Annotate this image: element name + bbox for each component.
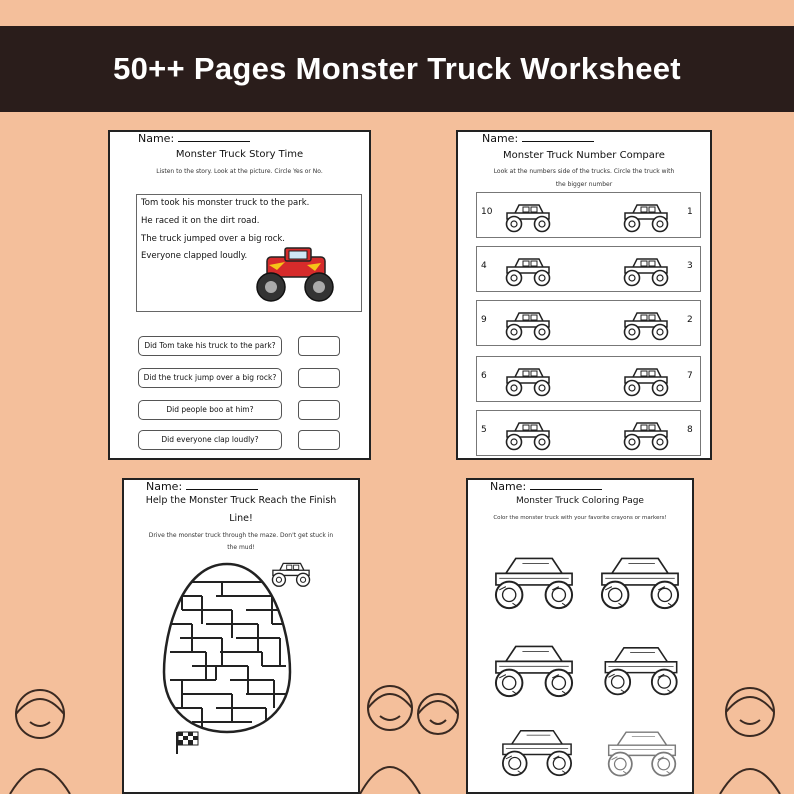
page-title: Monster Truck Story Time: [175, 149, 304, 160]
truck-outline-icon[interactable]: [499, 197, 557, 233]
page-title: Monster Truck Coloring Page: [516, 496, 644, 506]
worksheet-coloring: [466, 478, 694, 794]
question-pill: Did the truck jump over a big rock?: [138, 368, 282, 388]
question-pill: Did Tom take his truck to the park?: [138, 336, 282, 356]
left-number: 4: [481, 261, 487, 271]
instruction: the bigger number: [555, 181, 613, 188]
left-number: 9: [481, 315, 487, 325]
maze-drawing: [162, 562, 292, 734]
story-line: The truck jumped over a big rock.: [141, 234, 286, 244]
compare-row: [476, 192, 701, 238]
name-label: Name:: [482, 132, 519, 145]
truck-outline-icon[interactable]: [617, 305, 675, 341]
name-label: Name:: [138, 132, 175, 145]
coloring-truck-image: [486, 630, 582, 706]
right-number: 1: [687, 207, 693, 217]
truck-outline-icon[interactable]: [499, 415, 557, 451]
name-field: [482, 132, 594, 145]
story-line: Tom took his monster truck to the park.: [141, 198, 310, 208]
banner-title: 50++ Pages Monster Truck Worksheet: [113, 51, 681, 86]
truck-outline-icon[interactable]: [499, 305, 557, 341]
question-pill: Did everyone clap loudly?: [138, 430, 282, 450]
left-number: 10: [481, 207, 493, 217]
truck-outline-icon[interactable]: [617, 361, 675, 397]
story-line: Everyone clapped loudly.: [141, 251, 248, 261]
egg-maze[interactable]: [162, 562, 292, 734]
worksheet-number-compare: [456, 130, 712, 460]
answer-box[interactable]: [298, 368, 340, 388]
name-label: Name:: [490, 480, 527, 493]
page-title: Help the Monster Truck Reach the Finish: [145, 495, 337, 506]
compare-row: [476, 356, 701, 402]
right-number: 2: [687, 315, 693, 325]
left-number: 6: [481, 371, 487, 381]
answer-box[interactable]: [298, 336, 340, 356]
name-field: [138, 132, 250, 145]
coloring-truck-image: [494, 712, 580, 788]
name-label: Name:: [146, 480, 183, 493]
page-title: Line!: [229, 513, 253, 524]
coloring-truck-image: [592, 540, 688, 620]
worksheet-story-time: [108, 130, 371, 460]
left-number: 5: [481, 425, 487, 435]
instruction: the mud!: [227, 544, 255, 551]
red-monster-truck-image: [249, 243, 341, 305]
instruction: Color the monster truck with your favorite crayons or markers!: [493, 515, 667, 521]
story-box: [136, 194, 362, 312]
compare-row: [476, 246, 701, 292]
right-number: 3: [687, 261, 693, 271]
truck-outline-icon[interactable]: [499, 251, 557, 287]
question-pill: Did people boo at him?: [138, 400, 282, 420]
right-number: 7: [687, 371, 693, 381]
answer-box[interactable]: [298, 400, 340, 420]
compare-row: [476, 300, 701, 346]
name-field: [490, 480, 602, 493]
banner: [0, 26, 794, 112]
coloring-truck-image: [600, 716, 684, 786]
worksheet-maze: [122, 478, 360, 794]
page-title: Monster Truck Number Compare: [503, 150, 665, 161]
coloring-truck-image: [486, 540, 582, 620]
instruction: Drive the monster truck through the maze. Don't get stuck in: [148, 532, 334, 539]
truck-outline-icon[interactable]: [617, 415, 675, 451]
instruction: Look at the numbers side of the trucks. Circle the truck with: [493, 168, 675, 175]
checkered-flag-icon: [174, 730, 200, 754]
name-field: [146, 480, 258, 493]
story-line: He raced it on the dirt road.: [141, 216, 260, 226]
truck-outline-icon[interactable]: [617, 251, 675, 287]
compare-row: [476, 410, 701, 456]
truck-outline-icon[interactable]: [499, 361, 557, 397]
coloring-truck-image: [596, 630, 686, 706]
answer-box[interactable]: [298, 430, 340, 450]
instruction: Listen to the story. Look at the picture. Circle Yes or No.: [156, 168, 323, 175]
truck-outline-icon[interactable]: [617, 197, 675, 233]
right-number: 8: [687, 425, 693, 435]
